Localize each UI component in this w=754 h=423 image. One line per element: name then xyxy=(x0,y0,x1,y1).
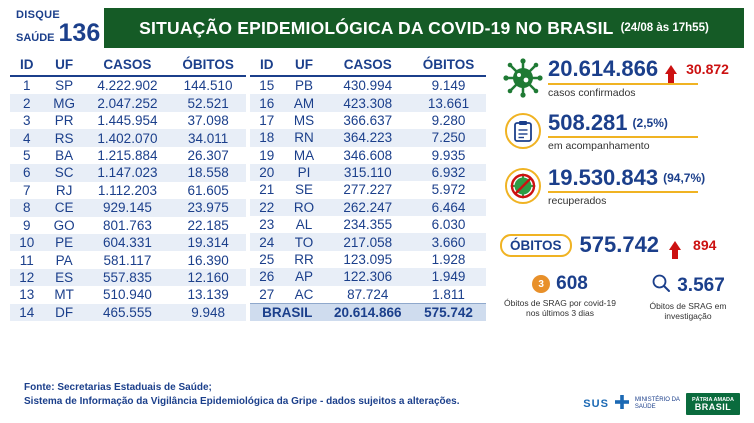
cell-uf: PI xyxy=(284,164,325,181)
cell-id: 10 xyxy=(10,234,44,251)
total-obitos: 575.742 xyxy=(411,303,486,321)
small-stat-top xyxy=(632,273,744,298)
cell-id: 21 xyxy=(250,181,284,198)
col-header-obitos: ÓBITOS xyxy=(411,56,486,76)
col-header-id: ID xyxy=(10,56,44,76)
cell-casos: 1.445.954 xyxy=(85,112,170,129)
col-header-obitos: ÓBITOS xyxy=(170,56,246,76)
cell-uf: RS xyxy=(44,129,85,146)
cell-casos: 123.095 xyxy=(325,251,412,268)
confirmed-delta: 30.872 xyxy=(686,61,729,77)
monitoring-value: 508.281 xyxy=(548,110,628,135)
cell-id: 27 xyxy=(250,286,284,304)
table-row xyxy=(10,269,246,286)
cell-obitos: 13.139 xyxy=(170,286,246,303)
table-header-row xyxy=(250,56,486,76)
cell-obitos: 34.011 xyxy=(170,129,246,146)
cell-id: 6 xyxy=(10,164,44,181)
cell-casos: 262.247 xyxy=(325,199,412,216)
cell-id: 9 xyxy=(10,217,44,234)
table-row xyxy=(250,268,486,285)
small-stat-top xyxy=(504,273,616,295)
cell-id: 25 xyxy=(250,251,284,268)
cell-id: 8 xyxy=(10,199,44,216)
cell-id: 26 xyxy=(250,268,284,285)
cell-id: 5 xyxy=(10,147,44,164)
col-header-casos: CASOS xyxy=(85,56,170,76)
cell-id: 2 xyxy=(10,94,44,111)
page-title: SITUAÇÃO EPIDEMIOLÓGICA DA COVID-19 NO BRASIL xyxy=(139,17,614,38)
table-row xyxy=(10,129,246,146)
cell-casos: 122.306 xyxy=(325,268,412,285)
cell-casos: 364.223 xyxy=(325,129,412,146)
table-row xyxy=(250,94,486,111)
cell-obitos: 3.660 xyxy=(411,233,486,250)
col-header-casos: CASOS xyxy=(325,56,412,76)
cell-casos: 423.308 xyxy=(325,94,412,111)
cell-id: 24 xyxy=(250,233,284,250)
deaths-arrow-up-icon xyxy=(667,232,685,258)
table-row xyxy=(10,94,246,111)
no-virus-icon xyxy=(500,166,546,204)
stat-monitoring xyxy=(500,111,744,164)
cell-casos: 465.555 xyxy=(85,304,170,322)
cell-uf: AP xyxy=(284,268,325,285)
recovered-pct: (94,7%) xyxy=(663,171,706,185)
footer-line-2: Sistema de Informação da Vigilância Epidemiológica da Gripe - dados sujeitos a alterações. xyxy=(24,396,460,407)
monitoring-rule xyxy=(548,136,698,138)
logo-number-text: 136 xyxy=(58,19,101,47)
calendar-3-icon: 3 xyxy=(532,275,550,293)
small-stats-row xyxy=(500,273,744,321)
stats-panel xyxy=(492,56,744,321)
cell-obitos: 1.928 xyxy=(411,251,486,268)
cell-uf: AC xyxy=(284,286,325,304)
cell-uf: PB xyxy=(284,76,325,94)
logo-bottom-line xyxy=(16,21,100,46)
cell-obitos: 16.390 xyxy=(170,251,246,268)
srag-3days-label: Óbitos de SRAG por covid-19 nos últimos 3 dias xyxy=(504,298,616,318)
states-table-right xyxy=(250,56,486,321)
logo-saude-text: SAÚDE xyxy=(16,32,55,44)
cell-obitos: 52.521 xyxy=(170,94,246,111)
states-table-left xyxy=(10,56,246,321)
confirmed-label: casos confirmados xyxy=(548,87,636,99)
total-label: BRASIL xyxy=(250,303,325,321)
stat-deaths xyxy=(500,221,744,269)
ministry-logo xyxy=(635,397,680,411)
cell-uf: SP xyxy=(44,76,85,94)
cell-uf: SC xyxy=(44,164,85,181)
cell-uf: PR xyxy=(44,112,85,129)
cell-id: 11 xyxy=(10,251,44,268)
cell-uf: AL xyxy=(284,216,325,233)
col-header-id: ID xyxy=(250,56,284,76)
cell-uf: MG xyxy=(44,94,85,111)
header xyxy=(10,8,744,48)
cell-uf: MA xyxy=(284,147,325,164)
cell-uf: RJ xyxy=(44,182,85,199)
cell-obitos: 9.280 xyxy=(411,112,486,129)
table-row xyxy=(10,199,246,216)
col-header-uf: UF xyxy=(44,56,85,76)
cell-uf: ES xyxy=(44,269,85,286)
clipboard-icon xyxy=(500,111,546,149)
footer-sources xyxy=(24,381,460,409)
cell-uf: SE xyxy=(284,181,325,198)
logo-disque-text: DISQUE xyxy=(16,9,60,21)
cell-obitos: 6.932 xyxy=(411,164,486,181)
cell-casos: 217.058 xyxy=(325,233,412,250)
total-casos: 20.614.866 xyxy=(325,303,412,321)
cell-id: 12 xyxy=(10,269,44,286)
cell-obitos: 61.605 xyxy=(170,182,246,199)
health-cross-icon xyxy=(615,395,629,414)
cell-id: 14 xyxy=(10,304,44,322)
cell-casos: 1.402.070 xyxy=(85,129,170,146)
table-row xyxy=(250,129,486,146)
cell-obitos: 19.314 xyxy=(170,234,246,251)
cell-casos: 929.145 xyxy=(85,199,170,216)
cell-id: 17 xyxy=(250,112,284,129)
cell-uf: RO xyxy=(284,199,325,216)
sus-logo xyxy=(583,398,609,410)
table-row xyxy=(250,147,486,164)
stat-monitoring-body xyxy=(546,111,744,152)
virus-icon xyxy=(500,56,546,98)
stat-confirmed xyxy=(500,56,744,109)
table-row xyxy=(10,182,246,199)
cell-uf: AM xyxy=(284,94,325,111)
cell-obitos: 1.949 xyxy=(411,268,486,285)
cell-id: 20 xyxy=(250,164,284,181)
cell-obitos: 7.250 xyxy=(411,129,486,146)
cell-obitos: 6.464 xyxy=(411,199,486,216)
table-row xyxy=(250,216,486,233)
cell-uf: GO xyxy=(44,217,85,234)
table-row xyxy=(250,181,486,198)
cell-id: 16 xyxy=(250,94,284,111)
cell-casos: 4.222.902 xyxy=(85,76,170,94)
monitoring-pct: (2,5%) xyxy=(632,116,668,130)
stat-monitoring-numline xyxy=(548,111,744,135)
sus-logo-text: SUS xyxy=(583,398,609,410)
cell-obitos: 12.160 xyxy=(170,269,246,286)
cell-id: 23 xyxy=(250,216,284,233)
cell-obitos: 144.510 xyxy=(170,76,246,94)
cell-obitos: 26.307 xyxy=(170,147,246,164)
cell-casos: 801.763 xyxy=(85,217,170,234)
cell-uf: CE xyxy=(44,199,85,216)
table-row xyxy=(10,251,246,268)
confirmed-value: 20.614.866 xyxy=(548,56,659,81)
cell-obitos: 37.098 xyxy=(170,112,246,129)
table-row xyxy=(250,112,486,129)
table-row xyxy=(10,112,246,129)
flag-line-2: BRASIL xyxy=(694,402,732,412)
confirmed-arrow-up-icon xyxy=(663,56,681,82)
table-row xyxy=(10,304,246,322)
cell-casos: 557.835 xyxy=(85,269,170,286)
cell-casos: 87.724 xyxy=(325,286,412,304)
stat-recovered-body xyxy=(546,166,744,207)
srag-investigation-label: Óbitos de SRAG em investigação xyxy=(649,301,727,321)
small-stat-srag-investigation xyxy=(632,273,744,321)
col-header-uf: UF xyxy=(284,56,325,76)
magnifier-icon xyxy=(651,273,671,298)
cell-casos: 346.608 xyxy=(325,147,412,164)
table-row xyxy=(10,147,246,164)
cell-casos: 277.227 xyxy=(325,181,412,198)
table-header-row xyxy=(10,56,246,76)
cell-casos: 1.147.023 xyxy=(85,164,170,181)
brasil-flag-logo xyxy=(686,393,740,415)
cell-obitos: 18.558 xyxy=(170,164,246,181)
table-row xyxy=(250,286,486,304)
cell-id: 3 xyxy=(10,112,44,129)
cell-obitos: 9.948 xyxy=(170,304,246,322)
cell-uf: RN xyxy=(284,129,325,146)
cell-casos: 1.112.203 xyxy=(85,182,170,199)
confirmed-rule xyxy=(548,83,698,85)
stat-recovered-numline xyxy=(548,166,744,190)
cell-id: 13 xyxy=(10,286,44,303)
cell-uf: MT xyxy=(44,286,85,303)
table-row xyxy=(10,164,246,181)
cell-id: 18 xyxy=(250,129,284,146)
table-row xyxy=(10,234,246,251)
title-bar xyxy=(104,8,744,48)
cell-casos: 315.110 xyxy=(325,164,412,181)
table-row xyxy=(250,164,486,181)
cell-uf: BA xyxy=(44,147,85,164)
cell-uf: TO xyxy=(284,233,325,250)
deaths-delta: 894 xyxy=(693,237,717,253)
cell-obitos: 23.975 xyxy=(170,199,246,216)
table-row xyxy=(250,251,486,268)
cell-uf: MS xyxy=(284,112,325,129)
cell-obitos: 5.972 xyxy=(411,181,486,198)
ministry-line-1: MINISTÉRIO DA xyxy=(634,397,680,403)
footer-line-1: Fonte: Secretarias Estaduais de Saúde; xyxy=(24,382,212,393)
recovered-rule xyxy=(548,191,698,193)
cell-obitos: 1.811 xyxy=(411,286,486,304)
cell-obitos: 13.661 xyxy=(411,94,486,111)
tables-container xyxy=(10,56,486,321)
disque-saude-logo xyxy=(10,8,104,48)
cell-obitos: 6.030 xyxy=(411,216,486,233)
table-row xyxy=(10,76,246,94)
cell-casos: 430.994 xyxy=(325,76,412,94)
monitoring-label: em acompanhamento xyxy=(548,140,650,152)
cell-casos: 2.047.252 xyxy=(85,94,170,111)
cell-casos: 366.637 xyxy=(325,112,412,129)
table-row xyxy=(10,217,246,234)
government-logos xyxy=(583,393,740,415)
cell-casos: 510.940 xyxy=(85,286,170,303)
srag-3days-value: 608 xyxy=(556,273,588,294)
cell-casos: 581.117 xyxy=(85,251,170,268)
stat-confirmed-numline xyxy=(548,56,744,82)
cell-id: 1 xyxy=(10,76,44,94)
table-total-row xyxy=(250,303,486,321)
cell-uf: PE xyxy=(44,234,85,251)
table-row xyxy=(10,286,246,303)
cell-uf: RR xyxy=(284,251,325,268)
table-row xyxy=(250,233,486,250)
content xyxy=(10,56,744,321)
stat-confirmed-body xyxy=(546,56,744,99)
cell-id: 4 xyxy=(10,129,44,146)
cell-obitos: 9.149 xyxy=(411,76,486,94)
table-row xyxy=(250,199,486,216)
srag-investigation-value: 3.567 xyxy=(677,274,725,296)
cell-uf: DF xyxy=(44,304,85,322)
cell-casos: 1.215.884 xyxy=(85,147,170,164)
title-date: (24/08 às 17h55) xyxy=(620,22,709,34)
small-stat-srag-3days xyxy=(504,273,616,321)
cell-uf: PA xyxy=(44,251,85,268)
cell-obitos: 9.935 xyxy=(411,147,486,164)
recovered-value: 19.530.843 xyxy=(548,165,659,190)
table-row xyxy=(250,76,486,94)
cell-casos: 604.331 xyxy=(85,234,170,251)
cell-obitos: 22.185 xyxy=(170,217,246,234)
ministry-line-2: SAÚDE xyxy=(634,404,656,410)
cell-id: 22 xyxy=(250,199,284,216)
deaths-pill-label: ÓBITOS xyxy=(500,234,572,257)
recovered-label: recuperados xyxy=(548,195,607,207)
cell-id: 7 xyxy=(10,182,44,199)
stat-recovered xyxy=(500,166,744,219)
cell-id: 15 xyxy=(250,76,284,94)
cell-id: 19 xyxy=(250,147,284,164)
deaths-value: 575.742 xyxy=(579,232,660,257)
cell-casos: 234.355 xyxy=(325,216,412,233)
flag-line-1: PÁTRIA AMADA xyxy=(691,397,734,403)
